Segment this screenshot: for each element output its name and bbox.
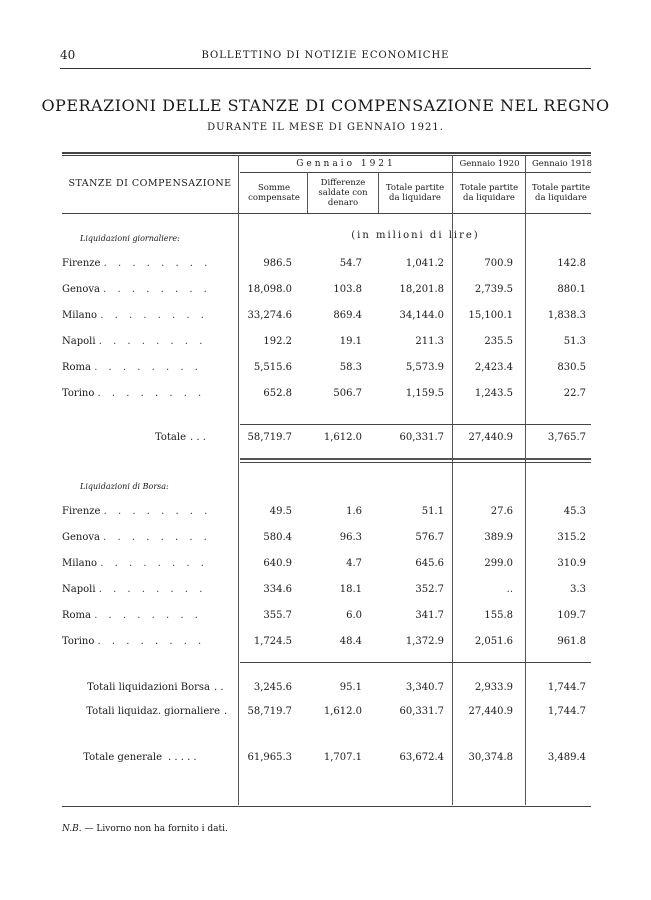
page-title: OPERAZIONI DELLE STANZE DI COMPENSAZIONE NEL REGNO	[41, 96, 610, 115]
cell-somme: 580.4	[263, 532, 292, 543]
cell-differenze: 58.3	[339, 362, 362, 373]
cell-totale-1918: 1,744.7	[547, 706, 586, 717]
cell-somme: 5,515.6	[253, 362, 292, 373]
unit-label: (in milioni di lire)	[351, 230, 480, 241]
cell-totale: 60,331.7	[399, 706, 444, 717]
city-name: Milano . . . . . . . .	[62, 558, 208, 569]
column-divider	[378, 172, 379, 213]
cell-totale: 63,672.4	[399, 752, 444, 763]
city-name: Napoli . . . . . . . .	[62, 584, 207, 595]
running-header: BOLLETTINO DI NOTIZIE ECONOMICHE	[201, 50, 450, 61]
cell-totale-1920: 27,440.9	[468, 706, 513, 717]
cell-differenze: 96.3	[339, 532, 362, 543]
page-number: 40	[60, 48, 76, 62]
cell-totale-1920: 389.9	[484, 532, 513, 543]
leader-dots: .	[224, 706, 228, 717]
cell-totale-1920: 15,100.1	[468, 310, 513, 321]
city-name: Genova . . . . . . . .	[62, 532, 211, 543]
cell-totale: 51.1	[421, 506, 444, 517]
cell-totale: 1,041.2	[405, 258, 444, 269]
cell-totale: 352.7	[415, 584, 444, 595]
cell-totale: 211.3	[415, 336, 444, 347]
cell-totale: 34,144.0	[399, 310, 444, 321]
col-header-differenze: Differenze saldate con denaro	[318, 178, 368, 208]
page-subtitle: DURANTE IL MESE DI GENNAIO 1921.	[207, 122, 444, 133]
cell-somme: 986.5	[263, 258, 292, 269]
col-header-totale-1921: Totale partite da liquidare	[385, 183, 445, 203]
city-name: Torino . . . . . . . .	[62, 388, 206, 399]
table-row	[0, 506, 651, 520]
footnote-text: — Livorno non ha fornito i dati.	[84, 824, 228, 834]
row-header-label: STANZE DI COMPENSAZIONE	[68, 178, 232, 189]
table-bottom-rule	[62, 806, 591, 807]
cell-totale-1918: 3.3	[570, 584, 586, 595]
cell-somme: 334.6	[263, 584, 292, 595]
cell-somme: 3,245.6	[253, 682, 292, 693]
total-label: Totali liquidaz. giornaliere	[86, 706, 220, 717]
cell-totale-1918: 961.8	[557, 636, 586, 647]
cell-totale-1918: 880.1	[557, 284, 586, 295]
cell-differenze: 18.1	[339, 584, 362, 595]
footnote	[62, 824, 228, 834]
col-header-totale-1920: Totale partite da liquidare	[459, 183, 519, 203]
city-name: Milano . . . . . . . .	[62, 310, 208, 321]
city-name: Roma . . . . . . . .	[62, 610, 202, 621]
table-row	[0, 636, 651, 650]
leader-dots: . . .	[190, 432, 206, 443]
cell-somme: 58,719.7	[247, 432, 292, 443]
cell-differenze: 1,612.0	[323, 706, 362, 717]
cell-totale: 3,340.7	[405, 682, 444, 693]
subtotal-rule	[240, 424, 591, 425]
grand-total-row	[0, 752, 651, 766]
cell-differenze: 19.1	[339, 336, 362, 347]
cell-totale-1918: 22.7	[563, 388, 586, 399]
cell-totale-1920: 27.6	[490, 506, 513, 517]
table-top-rule	[62, 152, 591, 154]
city-name: Torino . . . . . . . .	[62, 636, 206, 647]
section-double-rule	[240, 458, 591, 460]
header-bottom-rule	[62, 213, 591, 214]
cell-totale: 576.7	[415, 532, 444, 543]
group-header-1920: Gennaio 1920	[459, 159, 520, 169]
cell-totale-1920: 299.0	[484, 558, 513, 569]
cell-somme: 61,965.3	[247, 752, 292, 763]
cell-totale-1920: 1,243.5	[474, 388, 513, 399]
cell-totale-1918: 142.8	[557, 258, 586, 269]
cell-totale: 18,201.8	[399, 284, 444, 295]
cell-differenze: 1.6	[346, 506, 362, 517]
cell-totale: 1,159.5	[405, 388, 444, 399]
col-header-somme: Somme compensate	[248, 183, 300, 203]
cell-totale-1918: 315.2	[557, 532, 586, 543]
cell-totale-1918: 3,765.7	[547, 432, 586, 443]
cell-totale-1918: 1,838.3	[547, 310, 586, 321]
cell-differenze: 95.1	[339, 682, 362, 693]
cell-differenze: 869.4	[333, 310, 362, 321]
cell-totale-1918: 1,744.7	[547, 682, 586, 693]
cell-totale-1918: 51.3	[563, 336, 586, 347]
column-divider	[307, 172, 308, 213]
table-row	[0, 532, 651, 546]
cell-totale-1920: 2,423.4	[474, 362, 513, 373]
cell-totale-1920: ..	[506, 584, 513, 595]
cell-totale: 60,331.7	[399, 432, 444, 443]
cell-differenze: 48.4	[339, 636, 362, 647]
total-row	[0, 682, 651, 696]
cell-differenze: 506.7	[333, 388, 362, 399]
table-row	[0, 336, 651, 350]
city-name: Firenze . . . . . . . .	[62, 258, 212, 269]
cell-somme: 33,274.6	[247, 310, 292, 321]
footnote-prefix: N.B.	[62, 824, 82, 834]
cell-differenze: 6.0	[346, 610, 362, 621]
subtotal-rule	[240, 662, 591, 663]
section-label-giornaliere: Liquidazioni giornaliere:	[80, 234, 180, 243]
cell-somme: 355.7	[263, 610, 292, 621]
leader-dots: . .	[214, 682, 224, 693]
cell-differenze: 1,612.0	[323, 432, 362, 443]
cell-somme: 58,719.7	[247, 706, 292, 717]
cell-differenze: 103.8	[333, 284, 362, 295]
city-name: Napoli . . . . . . . .	[62, 336, 207, 347]
table-row	[0, 584, 651, 598]
cell-totale-1920: 30,374.8	[468, 752, 513, 763]
total-label: Totali liquidazioni Borsa	[87, 682, 210, 693]
table-row	[0, 558, 651, 572]
group-header-1918: Gennaio 1918	[531, 159, 592, 169]
city-name: Firenze . . . . . . . .	[62, 506, 212, 517]
cell-totale-1920: 155.8	[484, 610, 513, 621]
table-top-rule-2	[62, 155, 591, 156]
total-label: Totale generale	[83, 752, 162, 763]
page-header	[60, 46, 591, 69]
cell-totale-1918: 109.7	[557, 610, 586, 621]
cell-somme: 49.5	[269, 506, 292, 517]
table-row	[0, 310, 651, 324]
total-row	[0, 706, 651, 720]
table-row	[0, 284, 651, 298]
cell-totale: 5,573.9	[405, 362, 444, 373]
cell-totale-1920: 700.9	[484, 258, 513, 269]
leader-dots: . . . . .	[168, 752, 197, 763]
group-header-1921: Gennaio 1921	[296, 159, 396, 169]
cell-totale-1920: 27,440.9	[468, 432, 513, 443]
cell-differenze: 4.7	[346, 558, 362, 569]
section-double-rule-2	[240, 462, 591, 463]
cell-somme: 640.9	[263, 558, 292, 569]
total-row	[0, 432, 651, 446]
cell-somme: 652.8	[263, 388, 292, 399]
cell-somme: 18,098.0	[247, 284, 292, 295]
city-name: Roma . . . . . . . .	[62, 362, 202, 373]
cell-totale: 341.7	[415, 610, 444, 621]
total-label: Totale	[154, 432, 186, 443]
cell-totale: 1,372.9	[405, 636, 444, 647]
cell-differenze: 1,707.1	[323, 752, 362, 763]
cell-somme: 1,724.5	[253, 636, 292, 647]
section-label-borsa: Liquidazioni di Borsa:	[80, 482, 169, 491]
cell-totale-1918: 830.5	[557, 362, 586, 373]
col-header-totale-1918: Totale partite da liquidare	[531, 183, 591, 203]
table-row	[0, 362, 651, 376]
cell-differenze: 54.7	[339, 258, 362, 269]
cell-totale-1918: 3,489.4	[547, 752, 586, 763]
cell-totale-1918: 45.3	[563, 506, 586, 517]
table-row	[0, 610, 651, 624]
city-name: Genova . . . . . . . .	[62, 284, 211, 295]
cell-totale-1920: 2,051.6	[474, 636, 513, 647]
cell-totale-1920: 2,933.9	[474, 682, 513, 693]
table-row	[0, 258, 651, 272]
cell-totale-1920: 2,739.5	[474, 284, 513, 295]
cell-totale-1920: 235.5	[484, 336, 513, 347]
cell-somme: 192.2	[263, 336, 292, 347]
cell-totale: 645.6	[415, 558, 444, 569]
group-header-rule	[240, 172, 591, 173]
table-row	[0, 388, 651, 402]
cell-totale-1918: 310.9	[557, 558, 586, 569]
